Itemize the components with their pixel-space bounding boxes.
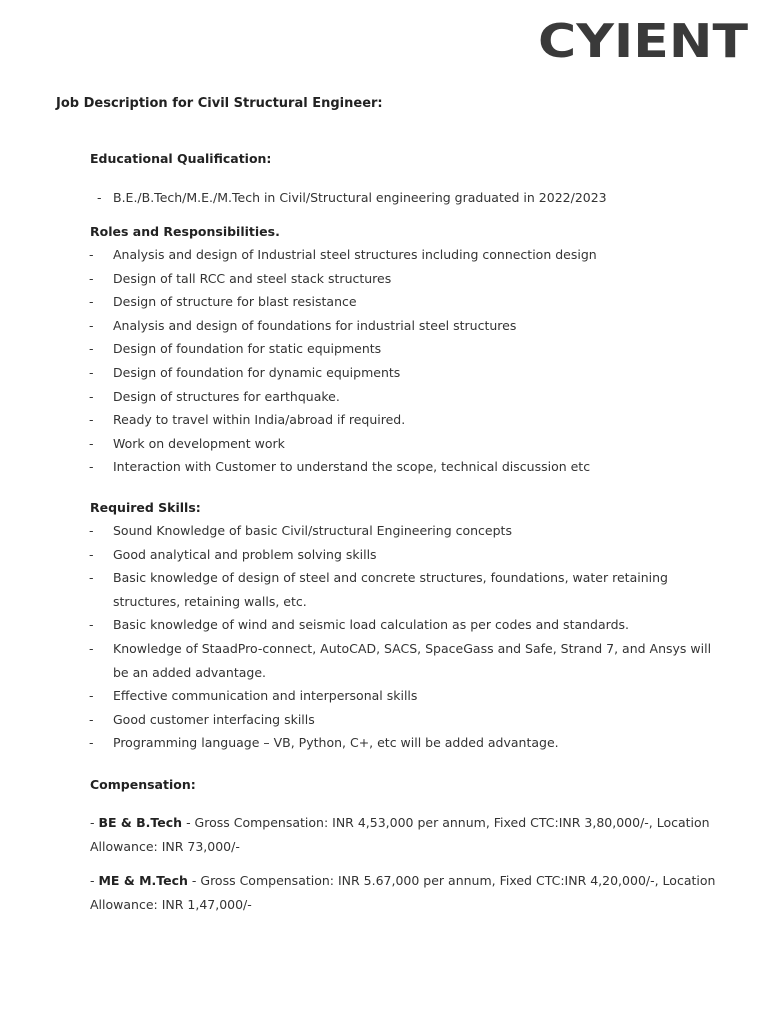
entry-prefix: - [90, 873, 99, 888]
roles-list [88, 243, 728, 479]
list-item: - Sound Knowledge of basic Civil/structural Engineering concepts [88, 519, 728, 543]
compensation-details: - Gross Compensation: INR 4,53,000 per annum, Fixed CTC:INR 3,80,000/-, Location Allowance: INR 73,000/- [90, 815, 710, 854]
list-item: - Analysis and design of foundations for industrial steel structures [88, 314, 728, 338]
compensation-details: - Gross Compensation: INR 5.67,000 per annum, Fixed CTC:INR 4,20,000/-, Location Allowance: INR 1,47,000/- [90, 873, 716, 912]
list-item: - Knowledge of StaadPro-connect, AutoCAD, SACS, SpaceGass and Safe, Strand 7, and Ansys will be an added advantage. [88, 637, 728, 684]
list-item: - Good analytical and problem solving skills [88, 543, 728, 567]
list-item: - Basic knowledge of design of steel and concrete structures, foundations, water retaining structures, retaining walls, etc. [88, 566, 728, 613]
list-item: - Basic knowledge of wind and seismic load calculation as per codes and standards. [88, 613, 728, 637]
skills-heading: Required Skills: [90, 500, 201, 515]
compensation-entry-master [90, 869, 720, 917]
skills-list [88, 519, 728, 755]
education-list [96, 186, 736, 210]
document-title: Job Description for Civil Structural Engineer: [56, 96, 383, 111]
compensation-entry-bachelor [90, 811, 720, 859]
logo-text: CYIENT [538, 18, 749, 62]
list-item: - Work on development work [88, 432, 728, 456]
roles-heading: Roles and Responsibilities. [90, 224, 280, 239]
list-item: - Design of foundation for dynamic equipments [88, 361, 728, 385]
degree-label: BE & B.Tech [98, 815, 183, 830]
list-item: - Programming language – VB, Python, C+, etc will be added advantage. [88, 731, 728, 755]
list-item: - Ready to travel within India/abroad if required. [88, 408, 728, 432]
list-item: - Design of foundation for static equipments [88, 337, 728, 361]
cyient-logo [538, 18, 750, 62]
list-item: - Design of structure for blast resistance [88, 290, 728, 314]
list-item: - B.E./B.Tech/M.E./M.Tech in Civil/Structural engineering graduated in 2022/2023 [96, 186, 736, 210]
degree-label: ME & M.Tech [98, 873, 188, 888]
list-item: - Good customer interfacing skills [88, 708, 728, 732]
list-item: - Design of structures for earthquake. [88, 385, 728, 409]
education-heading: Educational Qualification: [90, 151, 272, 166]
list-item: - Analysis and design of Industrial steel structures including connection design [88, 243, 728, 267]
list-item: - Design of tall RCC and steel stack structures [88, 267, 728, 291]
list-item: - Interaction with Customer to understand the scope, technical discussion etc [88, 455, 728, 479]
compensation-heading: Compensation: [90, 777, 196, 792]
list-item: - Effective communication and interpersonal skills [88, 684, 728, 708]
entry-prefix: - [90, 815, 99, 830]
